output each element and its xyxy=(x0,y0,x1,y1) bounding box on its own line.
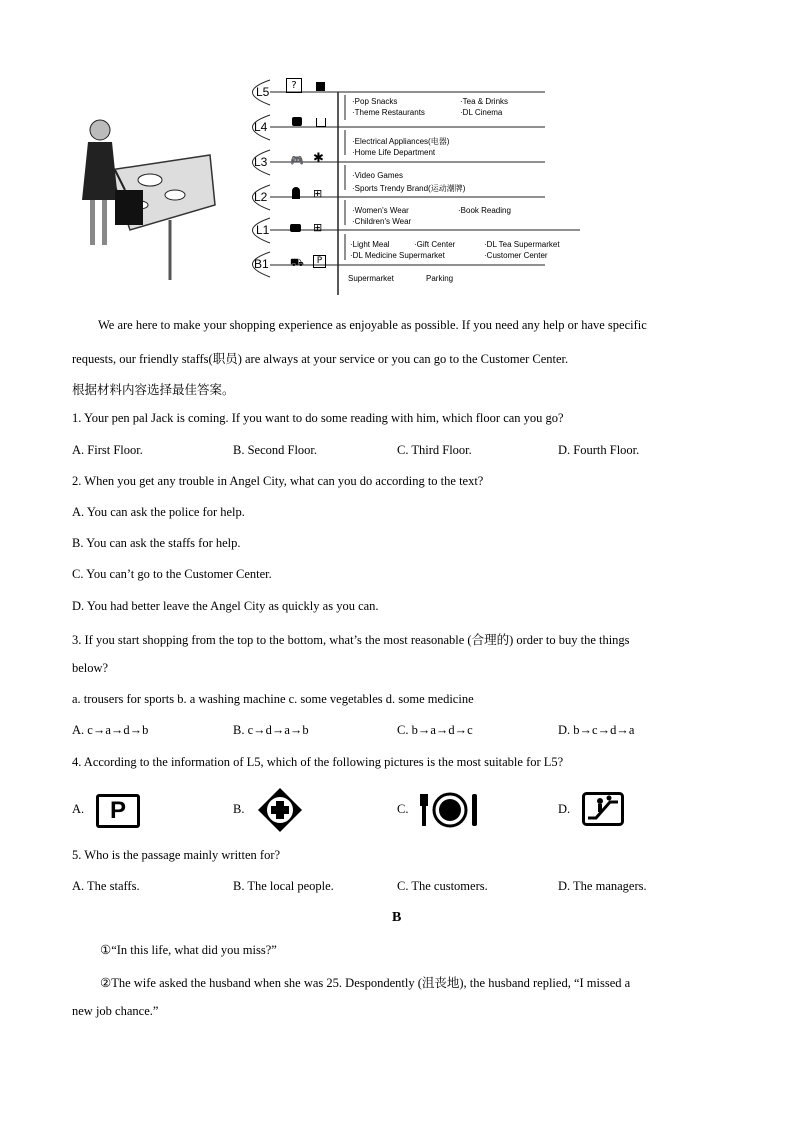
q1-option-c[interactable]: C. Third Floor. xyxy=(397,443,472,457)
q2-stem: 2. When you get any trouble in Angel City, what can you do according to the text? xyxy=(72,474,484,488)
q2-option-c[interactable]: C. You can’t go to the Customer Center. xyxy=(72,567,272,581)
runner-icon: ✱ xyxy=(313,151,324,166)
parking-icon: P xyxy=(313,255,326,268)
first-aid-icon[interactable] xyxy=(256,786,304,834)
restaurant-plate-icon[interactable] xyxy=(420,790,480,830)
q3-option-d[interactable]: D. b→c→d→a xyxy=(558,723,635,737)
q5-option-b[interactable]: B. The local people. xyxy=(233,879,334,893)
directory-item: ·Home Life Department xyxy=(352,148,436,157)
directory-item: Supermarket xyxy=(348,274,394,283)
film-icon xyxy=(316,82,325,91)
cart-icon: ⛟ xyxy=(290,256,304,269)
directory-item: Parking xyxy=(426,274,454,283)
q3-items: a. trousers for sports b. a washing machine c. some vegetables d. some medicine xyxy=(72,692,474,706)
q1-option-a[interactable]: A. First Floor. xyxy=(72,443,143,457)
directory-item: ·Sports Trendy Brand(运动潮牌) xyxy=(352,184,466,193)
q5-option-c[interactable]: C. The customers. xyxy=(397,879,488,893)
q1-stem: 1. Your pen pal Jack is coming. If you want to do some reading with him, which floor can you go? xyxy=(72,411,564,425)
directory-item: ·DL Tea Supermarket xyxy=(484,240,560,249)
q3-stem-line-2: below? xyxy=(72,661,109,675)
directory-item: ·Children's Wear xyxy=(352,217,412,226)
q2-option-a[interactable]: A. You can ask the police for help. xyxy=(72,505,245,519)
directory-item: ·Gift Center xyxy=(414,240,456,249)
directory-item: ·Light Meal xyxy=(350,240,390,249)
q4-stem: 4. According to the information of L5, which of the following pictures is the most suitable for L5? xyxy=(72,755,564,769)
directory-item: ·DL Cinema xyxy=(460,108,503,117)
q2-option-b[interactable]: B. You can ask the staffs for help. xyxy=(72,536,241,550)
directory-frame xyxy=(70,70,590,300)
directory-item: ·Pop Snacks xyxy=(352,97,398,106)
q2-option-d[interactable]: D. You had better leave the Angel City as quickly as you can. xyxy=(72,599,379,613)
directory-item: ·Customer Center xyxy=(484,251,548,260)
passage-b-paragraph-1: ①“In this life, what did you miss?” xyxy=(100,943,277,957)
q5-stem: 5. Who is the passage mainly written for? xyxy=(72,848,281,862)
floor-label: B1 xyxy=(254,257,269,271)
tv-icon xyxy=(292,117,302,126)
q4-option-c[interactable]: C. xyxy=(397,802,409,816)
escalator-icon[interactable] xyxy=(582,792,624,826)
question-icon: ? xyxy=(286,78,302,93)
q3-option-a[interactable]: A. c→a→d→b xyxy=(72,723,149,737)
intro-line-1: We are here to make your shopping experience as enjoyable as possible. If you need any help or have specific xyxy=(98,318,647,332)
floor-label: L4 xyxy=(254,120,268,134)
directory-item: ·Electrical Appliances(电器) xyxy=(352,137,450,146)
section-b-heading: B xyxy=(392,910,402,925)
directory-item: ·DL Medicine Supermarket xyxy=(350,251,445,260)
passage-b-paragraph-2-line-1: ②The wife asked the husband when she was 25. Despondently (沮丧地), the husband replied, “I missed a xyxy=(100,976,631,990)
floor-label: L5 xyxy=(256,85,270,99)
camera-icon xyxy=(290,224,301,232)
directory-item: ·Tea & Drinks xyxy=(460,97,509,106)
floor-label: L2 xyxy=(254,190,268,204)
q5-option-d[interactable]: D. The managers. xyxy=(558,879,647,893)
q4-option-d[interactable]: D. xyxy=(558,802,571,816)
mall-directory-figure xyxy=(70,70,590,300)
directory-item: ·Video Games xyxy=(352,171,403,180)
directory-item: ·Women's Wear xyxy=(352,206,409,215)
q3-stem-line-1: 3. If you start shopping from the top to the bottom, what’s the most reasonable (合理的) order to buy the things xyxy=(72,633,630,647)
q1-option-d[interactable]: D. Fourth Floor. xyxy=(558,443,640,457)
dress-icon xyxy=(292,187,300,199)
instruction: 根据材料内容选择最佳答案。 xyxy=(72,383,235,397)
floor-label: L3 xyxy=(254,155,268,169)
cup-icon xyxy=(316,118,326,127)
q1-option-b[interactable]: B. Second Floor. xyxy=(233,443,318,457)
blocks-icon: ⊞ xyxy=(313,187,323,200)
q5-option-a[interactable]: A. The staffs. xyxy=(72,879,140,893)
gamepad-icon: 🎮 xyxy=(290,154,304,167)
passage-b-paragraph-2-line-2: new job chance.” xyxy=(72,1004,159,1018)
parking-sign-icon[interactable]: P xyxy=(96,794,140,828)
q3-option-c[interactable]: C. b→a→d→c xyxy=(397,723,473,737)
q4-option-b[interactable]: B. xyxy=(233,802,245,816)
directory-item: ·Book Reading xyxy=(458,206,511,215)
q3-option-b[interactable]: B. c→d→a→b xyxy=(233,723,309,737)
intro-line-2: requests, our friendly staffs(职员) are always at your service or you can go to the Customer Center. xyxy=(72,352,569,366)
gift-icon: ⊞ xyxy=(313,221,323,234)
directory-item: ·Theme Restaurants xyxy=(352,108,425,117)
floor-label: L1 xyxy=(256,223,270,237)
q4-option-a[interactable]: A. xyxy=(72,802,85,816)
